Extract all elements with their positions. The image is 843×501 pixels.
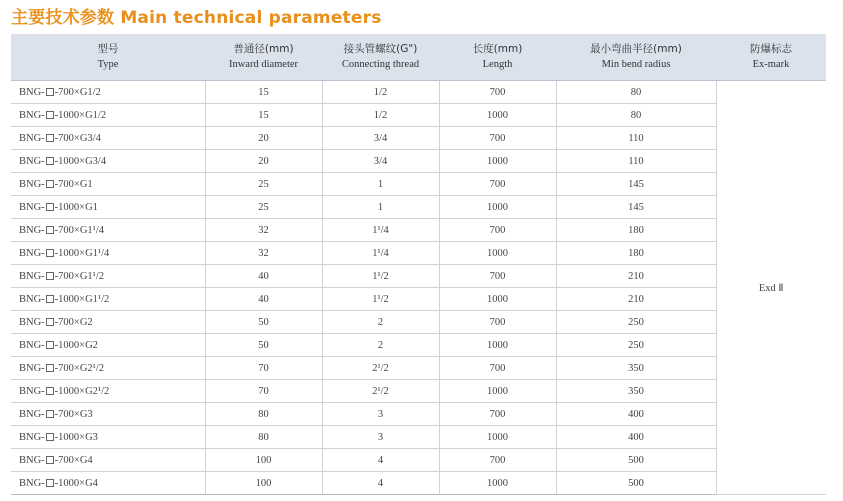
type-prefix: BNG- (19, 247, 45, 259)
type-suffix: -700×G3/4 (54, 132, 101, 144)
type-cell (11, 472, 205, 495)
table-row (11, 127, 826, 150)
type-suffix: -1000×G1 (54, 201, 98, 213)
header-length: 长度(mm) Length (439, 34, 556, 81)
type-cell (11, 334, 205, 357)
type-prefix: BNG- (19, 339, 45, 351)
parameters-table (11, 34, 826, 495)
header-inward-diameter: 普通径(mm) Inward diameter (205, 34, 322, 81)
length-cell: 700 (439, 311, 556, 334)
type-suffix: -700×G3 (54, 408, 93, 420)
ex-mark-cell: Exd Ⅱ (716, 81, 826, 495)
type-prefix: BNG- (19, 109, 45, 121)
radius-cell: 250 (556, 311, 716, 334)
diameter-cell: 70 (205, 380, 322, 403)
thread-cell: 3 (322, 426, 439, 449)
thread-cell: 4 (322, 472, 439, 495)
table-row (11, 334, 826, 357)
thread-cell: 1¹/4 (322, 242, 439, 265)
radius-cell: 210 (556, 288, 716, 311)
length-cell: 1000 (439, 242, 556, 265)
diameter-cell: 40 (205, 288, 322, 311)
type-cell (11, 403, 205, 426)
radius-cell: 400 (556, 426, 716, 449)
placeholder-box-icon (46, 134, 54, 142)
table-row (11, 357, 826, 380)
diameter-cell: 50 (205, 334, 322, 357)
placeholder-box-icon (46, 433, 54, 441)
type-cell (11, 219, 205, 242)
table-row (11, 426, 826, 449)
type-cell (11, 357, 205, 380)
type-prefix: BNG- (19, 178, 45, 190)
diameter-cell: 40 (205, 265, 322, 288)
table-row (11, 472, 826, 495)
type-suffix: -700×G1/2 (54, 86, 101, 98)
type-cell (11, 196, 205, 219)
placeholder-box-icon (46, 249, 54, 257)
header-connecting-thread: 接头管螺纹(G") Connecting thread (322, 34, 439, 81)
type-prefix: BNG- (19, 454, 45, 466)
type-cell (11, 150, 205, 173)
length-cell: 700 (439, 449, 556, 472)
placeholder-box-icon (46, 456, 54, 464)
length-cell: 1000 (439, 426, 556, 449)
section-title: 主要技术参数 Main technical parameters (11, 8, 382, 28)
type-prefix: BNG- (19, 385, 45, 397)
table-row (11, 219, 826, 242)
type-prefix: BNG- (19, 86, 45, 98)
diameter-cell: 25 (205, 196, 322, 219)
type-suffix: -1000×G2¹/2 (54, 385, 110, 397)
type-suffix: -700×G1¹/2 (54, 270, 104, 282)
header-min-bend-radius: 最小弯曲半径(mm) Min bend radius (556, 34, 716, 81)
length-cell: 700 (439, 265, 556, 288)
length-cell: 1000 (439, 150, 556, 173)
length-cell: 700 (439, 173, 556, 196)
radius-cell: 80 (556, 104, 716, 127)
length-cell: 1000 (439, 288, 556, 311)
type-suffix: -700×G2¹/2 (54, 362, 104, 374)
radius-cell: 350 (556, 380, 716, 403)
type-cell (11, 173, 205, 196)
radius-cell: 110 (556, 150, 716, 173)
type-prefix: BNG- (19, 362, 45, 374)
table-row (11, 449, 826, 472)
diameter-cell: 25 (205, 173, 322, 196)
length-cell: 700 (439, 357, 556, 380)
length-cell: 1000 (439, 104, 556, 127)
radius-cell: 500 (556, 472, 716, 495)
placeholder-box-icon (46, 180, 54, 188)
type-prefix: BNG- (19, 270, 45, 282)
radius-cell: 210 (556, 265, 716, 288)
placeholder-box-icon (46, 157, 54, 165)
header-row (11, 34, 826, 81)
type-prefix: BNG- (19, 155, 45, 167)
type-cell (11, 449, 205, 472)
length-cell: 1000 (439, 334, 556, 357)
header-ex-mark: 防爆标志 Ex-mark (716, 34, 826, 81)
thread-cell: 3 (322, 403, 439, 426)
type-suffix: -700×G1 (54, 178, 93, 190)
radius-cell: 110 (556, 127, 716, 150)
thread-cell: 1 (322, 196, 439, 219)
type-cell (11, 81, 205, 104)
thread-cell: 1/2 (322, 81, 439, 104)
diameter-cell: 50 (205, 311, 322, 334)
diameter-cell: 70 (205, 357, 322, 380)
type-prefix: BNG- (19, 408, 45, 420)
length-cell: 1000 (439, 196, 556, 219)
type-cell (11, 265, 205, 288)
thread-cell: 3/4 (322, 127, 439, 150)
thread-cell: 1/2 (322, 104, 439, 127)
thread-cell: 1¹/2 (322, 265, 439, 288)
radius-cell: 400 (556, 403, 716, 426)
type-suffix: -1000×G4 (54, 477, 98, 489)
type-suffix: -700×G2 (54, 316, 93, 328)
table-row (11, 380, 826, 403)
type-suffix: -1000×G1¹/2 (54, 293, 110, 305)
type-prefix: BNG- (19, 477, 45, 489)
diameter-cell: 80 (205, 403, 322, 426)
table-body (11, 81, 826, 495)
length-cell: 700 (439, 127, 556, 150)
table-row (11, 403, 826, 426)
diameter-cell: 32 (205, 219, 322, 242)
radius-cell: 180 (556, 219, 716, 242)
radius-cell: 250 (556, 334, 716, 357)
thread-cell: 2 (322, 334, 439, 357)
diameter-cell: 100 (205, 449, 322, 472)
type-suffix: -700×G4 (54, 454, 93, 466)
table-row (11, 265, 826, 288)
thread-cell: 4 (322, 449, 439, 472)
type-cell (11, 127, 205, 150)
type-suffix: -1000×G3 (54, 431, 98, 443)
length-cell: 1000 (439, 380, 556, 403)
type-suffix: -1000×G3/4 (54, 155, 107, 167)
length-cell: 700 (439, 81, 556, 104)
diameter-cell: 15 (205, 104, 322, 127)
table-row (11, 288, 826, 311)
header-type: 型号 Type (11, 34, 205, 81)
type-cell (11, 104, 205, 127)
thread-cell: 2¹/2 (322, 357, 439, 380)
table-row (11, 173, 826, 196)
thread-cell: 1¹/4 (322, 219, 439, 242)
type-prefix: BNG- (19, 132, 45, 144)
type-suffix: -1000×G1/2 (54, 109, 107, 121)
placeholder-box-icon (46, 295, 54, 303)
table-row (11, 104, 826, 127)
placeholder-box-icon (46, 341, 54, 349)
type-cell (11, 242, 205, 265)
radius-cell: 500 (556, 449, 716, 472)
type-cell (11, 380, 205, 403)
placeholder-box-icon (46, 410, 54, 418)
placeholder-box-icon (46, 479, 54, 487)
type-prefix: BNG- (19, 316, 45, 328)
type-cell (11, 288, 205, 311)
placeholder-box-icon (46, 364, 54, 372)
radius-cell: 80 (556, 81, 716, 104)
diameter-cell: 15 (205, 81, 322, 104)
diameter-cell: 20 (205, 127, 322, 150)
placeholder-box-icon (46, 226, 54, 234)
table-row (11, 311, 826, 334)
type-prefix: BNG- (19, 201, 45, 213)
diameter-cell: 80 (205, 426, 322, 449)
table-row (11, 242, 826, 265)
diameter-cell: 100 (205, 472, 322, 495)
placeholder-box-icon (46, 387, 54, 395)
placeholder-box-icon (46, 111, 54, 119)
diameter-cell: 20 (205, 150, 322, 173)
type-cell (11, 426, 205, 449)
radius-cell: 350 (556, 357, 716, 380)
type-suffix: -700×G1¹/4 (54, 224, 104, 236)
diameter-cell: 32 (205, 242, 322, 265)
table-row (11, 150, 826, 173)
thread-cell: 3/4 (322, 150, 439, 173)
radius-cell: 145 (556, 196, 716, 219)
radius-cell: 145 (556, 173, 716, 196)
placeholder-box-icon (46, 203, 54, 211)
type-suffix: -1000×G1¹/4 (54, 247, 110, 259)
placeholder-box-icon (46, 318, 54, 326)
thread-cell: 2¹/2 (322, 380, 439, 403)
type-suffix: -1000×G2 (54, 339, 98, 351)
thread-cell: 2 (322, 311, 439, 334)
type-prefix: BNG- (19, 224, 45, 236)
type-cell (11, 311, 205, 334)
type-prefix: BNG- (19, 293, 45, 305)
table-row (11, 81, 826, 104)
radius-cell: 180 (556, 242, 716, 265)
length-cell: 700 (439, 219, 556, 242)
length-cell: 700 (439, 403, 556, 426)
length-cell: 1000 (439, 472, 556, 495)
placeholder-box-icon (46, 88, 54, 96)
thread-cell: 1¹/2 (322, 288, 439, 311)
thread-cell: 1 (322, 173, 439, 196)
type-prefix: BNG- (19, 431, 45, 443)
table-row (11, 196, 826, 219)
placeholder-box-icon (46, 272, 54, 280)
